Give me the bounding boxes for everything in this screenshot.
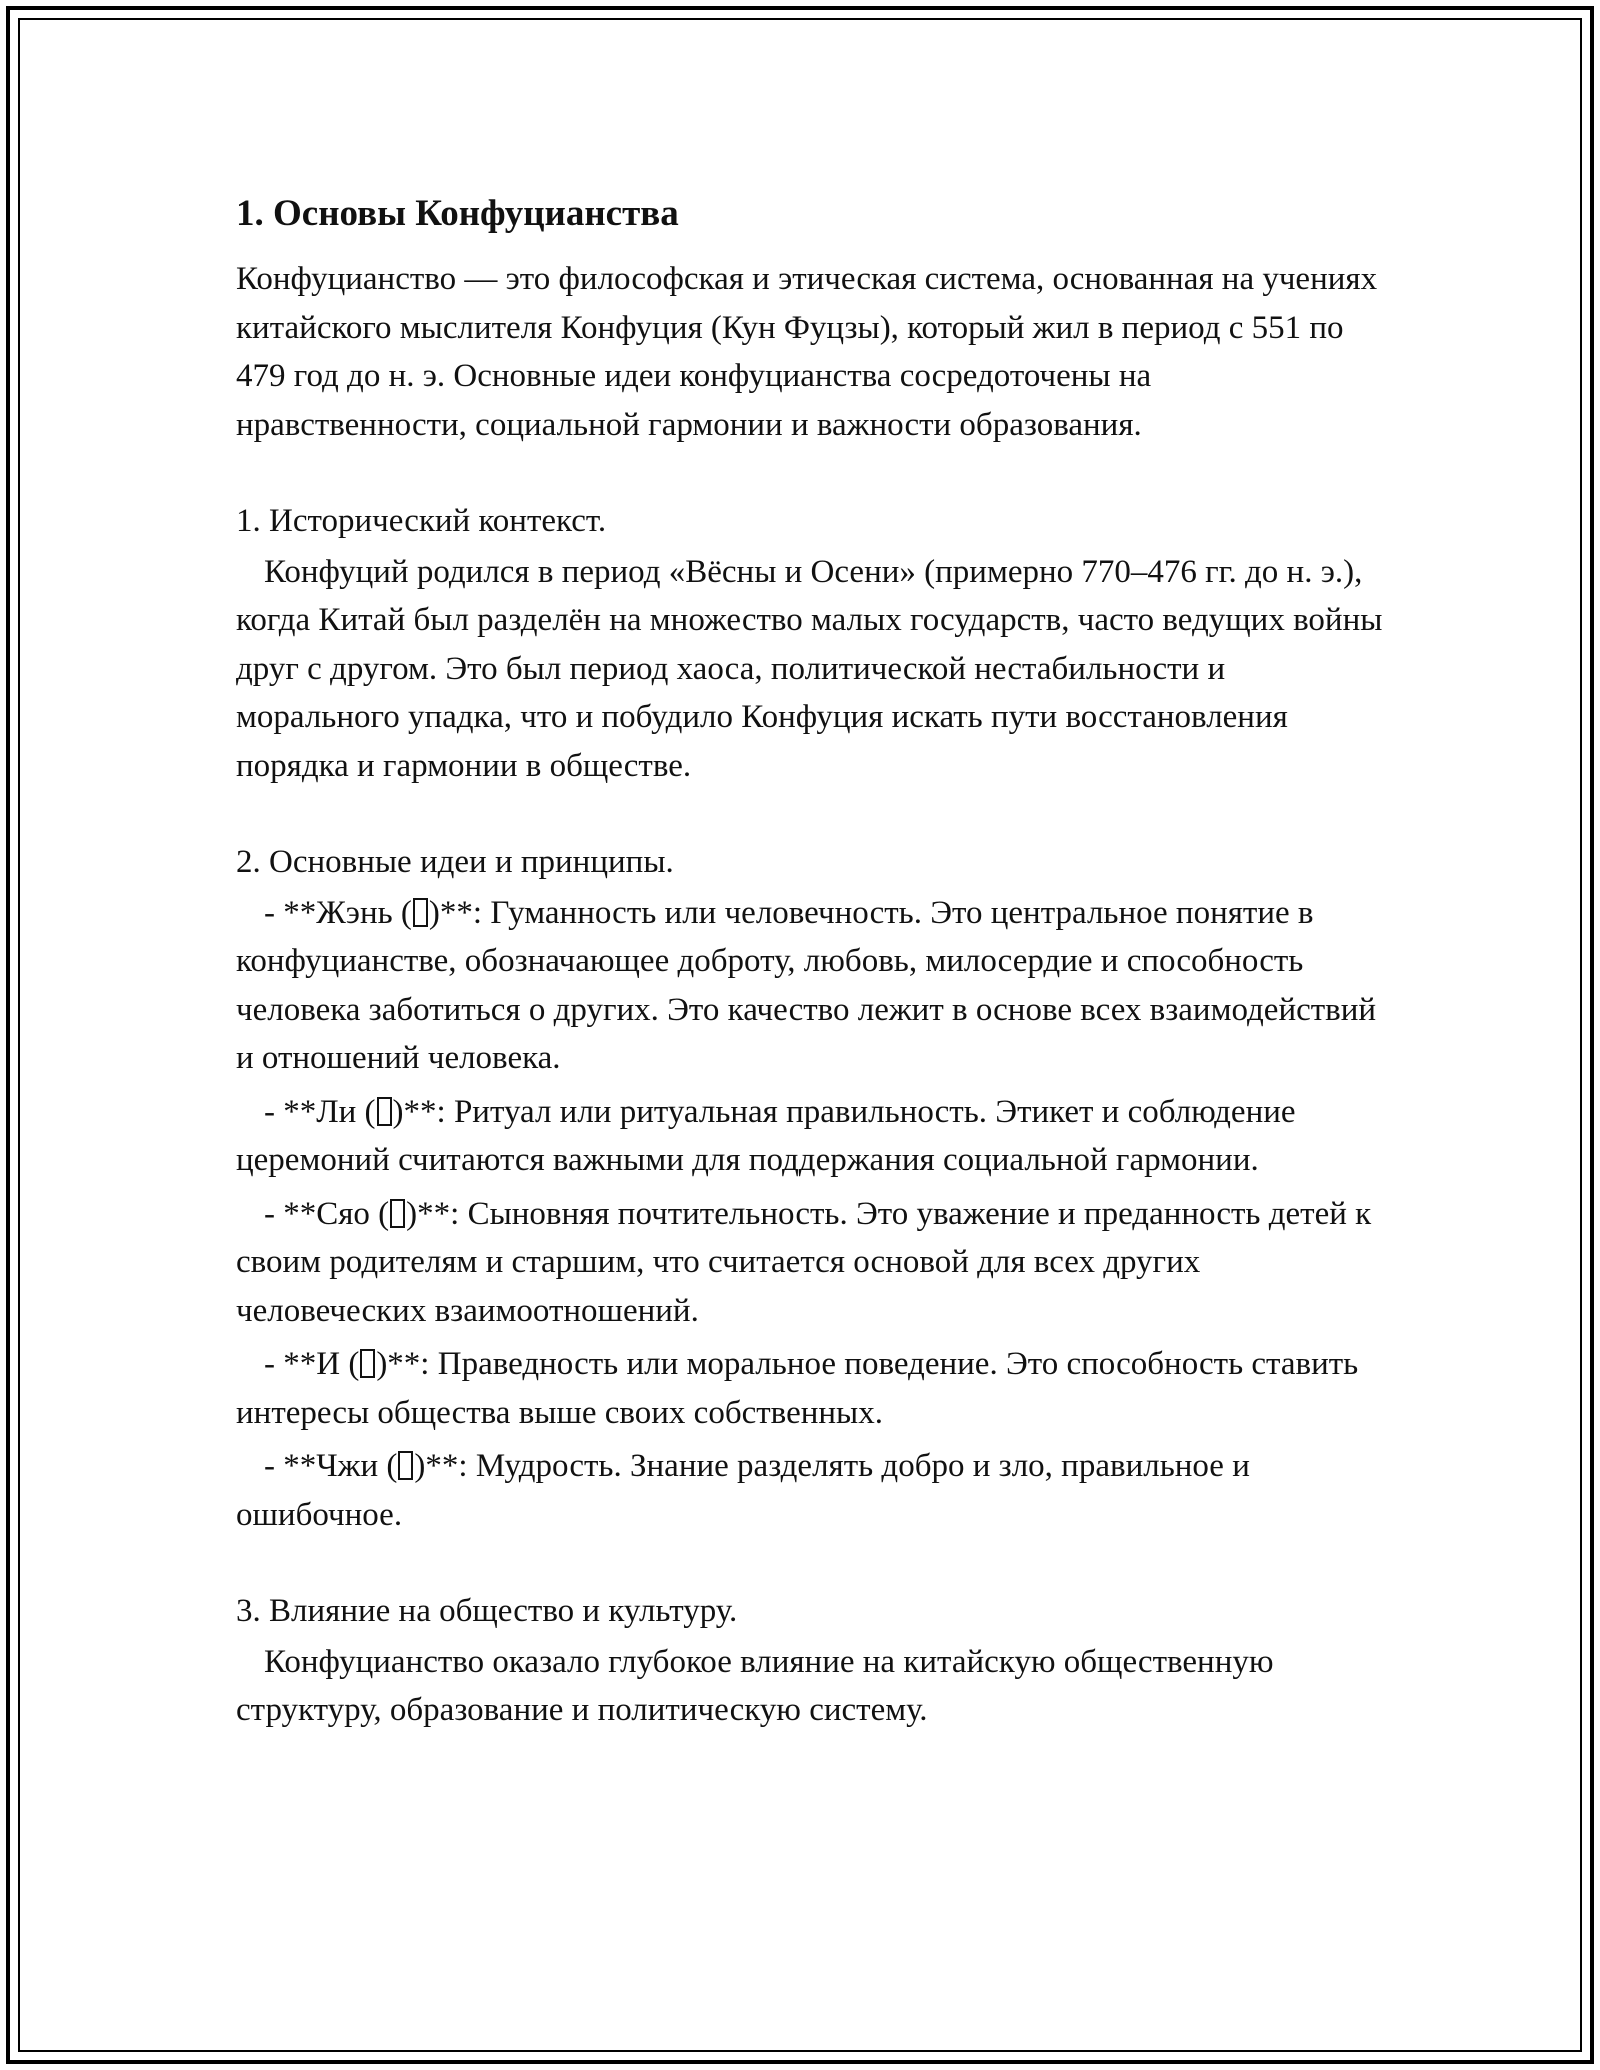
principle-prefix: - **Чжи ( [264,1448,398,1484]
principle-suffix: )**: [414,1448,468,1484]
principle-item [236,1340,1386,1437]
section-3-body: Конфуцианство оказало глубокое влияние на китайскую общественную структуру, образование и политическую систему. [236,1643,1274,1728]
principle-text: Гуманность или человечность. Это центральное понятие в конфуцианстве, обозначающее доброту, любовь, милосердие и способность человека заботиться о других. Это качество лежит в основе всех взаимодействий и отношений человека. [236,894,1377,1076]
principle-text: Сыновняя почтительность. Это уважение и преданность детей к своим родителям и старшим, что считается основой для всех других человеческих взаимоотношений. [236,1195,1372,1329]
principle-prefix: - **И ( [264,1346,360,1382]
principle-text: Ритуал или ритуальная правильность. Этикет и соблюдение церемоний считаются важными для поддержания социальной гармонии. [236,1093,1296,1178]
missing-glyph-icon [377,1097,392,1126]
principle-suffix: )**: [406,1195,460,1232]
principle-item [236,889,1386,1083]
document-heading: 1. Основы Конфуцианства [236,193,679,234]
principle-item [236,1088,1386,1185]
principle-suffix: )**: [392,1093,446,1130]
principle-suffix: )**: [376,1346,430,1382]
section-3-title: 3. Влияние на общество и культуру. [236,1593,738,1629]
intro-paragraph: Конфуцианство — это философская и этическая система, основанная на учениях китайского мыслителя Конфуция (Кун Фуцзы), который жил в период с 551 по 479 год до н. э. Основные идеи конфуцианства сосредоточены на нравственности, социальной гармонии и важности образования. [236,261,1378,443]
missing-glyph-icon [360,1349,375,1378]
section-1-text [236,548,1386,791]
section-1-title: 1. Исторический контекст. [236,503,607,539]
section-2-title: 2. Основные идеи и принципы. [236,844,674,880]
principle-prefix: - **Жэнь ( [264,894,412,931]
principle-suffix: )**: [428,894,483,931]
section-3-text [236,1638,1386,1735]
principle-text: Мудрость. Знание разделять добро и зло, правильное и ошибочное. [236,1448,1250,1533]
principle-item [236,1442,1386,1539]
principle-prefix: - **Сяо ( [264,1195,390,1232]
document-body [236,185,1386,1735]
missing-glyph-icon [413,898,428,927]
section-1-body: Конфуций родился в период «Вёсны и Осени» (примерно 770–476 гг. до н. э.), когда Китай был разделён на множество малых государств, часто ведущих войны друг с другом. Это был период хаоса, политической нестабильности и морального упадка, что и побудило Конфуция искать пути восстановления порядка и гармонии в обществе. [236,553,1383,784]
principle-text: Праведность или моральное поведение. Это способность ставить интересы общества выше своих собственных. [236,1346,1359,1431]
principle-item [236,1190,1386,1336]
missing-glyph-icon [398,1451,413,1480]
principle-prefix: - **Ли ( [264,1093,376,1130]
missing-glyph-icon [390,1199,405,1228]
